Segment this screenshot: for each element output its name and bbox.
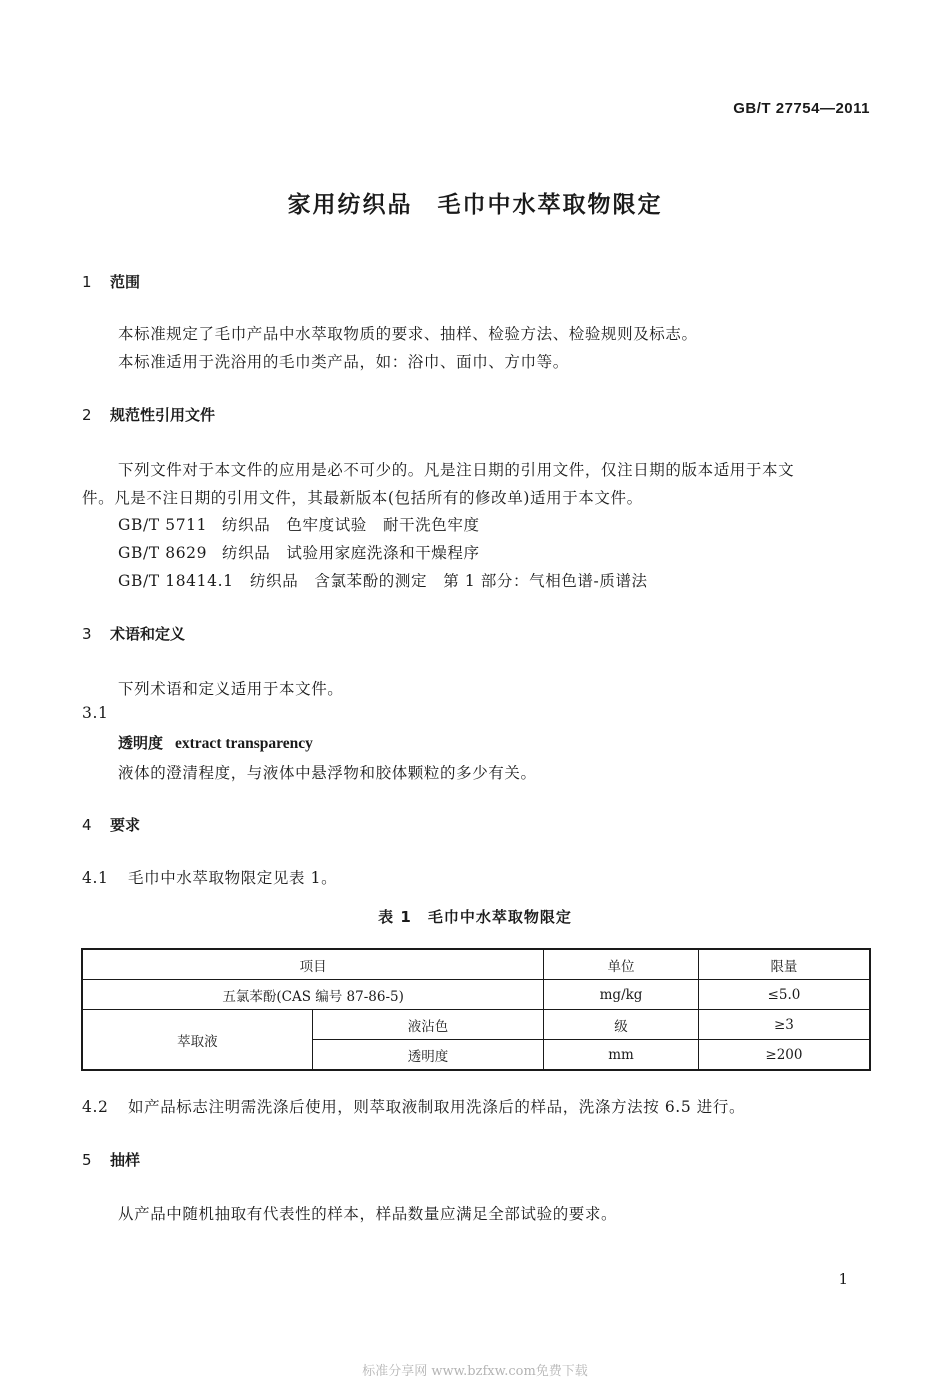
cell-item: 五氯苯酚(CAS 编号 87-86-5) <box>82 980 544 1010</box>
section-1-paragraph-2: 本标准适用于洗浴用的毛巾类产品，如：浴巾、面巾、方巾等。 <box>118 353 569 371</box>
cell-unit: 级 <box>544 1010 699 1040</box>
section-number: 3 <box>82 625 92 643</box>
header-limit: 限量 <box>698 949 870 980</box>
header-unit: 单位 <box>544 949 699 980</box>
term-name-en: extract transparency <box>175 735 313 752</box>
term-number: 3.1 <box>82 704 109 722</box>
page-number: 1 <box>838 1270 848 1288</box>
reference-code: GB/T 5711 <box>118 516 208 534</box>
table-row <box>82 1010 870 1040</box>
section-1-heading <box>82 271 140 292</box>
table-row <box>82 980 870 1010</box>
clause-number: 4.2 <box>82 1098 109 1116</box>
reference-item <box>118 513 480 535</box>
section-5-paragraph: 从产品中随机抽取有代表性的样本，样品数量应满足全部试验的要求。 <box>118 1205 618 1223</box>
reference-item <box>118 569 648 591</box>
section-2-intro-line-1: 下列文件对于本文件的应用是必不可少的。凡是注日期的引用文件，仅注日期的版本适用于本文 <box>118 461 795 479</box>
cell-item: 液沾色 <box>312 1010 543 1040</box>
reference-title: 纺织品 试验用家庭洗涤和干燥程序 <box>222 544 480 562</box>
section-2-intro-line-2: 件。凡是不注日期的引用文件，其最新版本(包括所有的修改单)适用于本文件。 <box>82 489 643 507</box>
section-1-paragraph-1: 本标准规定了毛巾产品中水萃取物质的要求、抽样、检验方法、检验规则及标志。 <box>118 325 698 343</box>
section-3-heading <box>82 623 185 644</box>
section-title: 范围 <box>110 273 141 291</box>
reference-title: 纺织品 含氯苯酚的测定 第 1 部分：气相色谱-质谱法 <box>250 572 648 590</box>
cell-unit: mg/kg <box>544 980 699 1010</box>
clause-4-2 <box>82 1095 745 1117</box>
section-number: 5 <box>82 1151 92 1169</box>
section-3-intro: 下列术语和定义适用于本文件。 <box>118 680 344 698</box>
table-header-row <box>82 949 870 980</box>
standard-code: GB/T 27754—2011 <box>733 100 870 117</box>
section-5-heading <box>82 1149 140 1170</box>
document-title: 家用纺织品 毛巾中水萃取物限定 <box>287 192 663 218</box>
cell-limit: ≥200 <box>698 1040 870 1071</box>
cell-limit: ≥3 <box>698 1010 870 1040</box>
cell-limit: ≤5.0 <box>698 980 870 1010</box>
section-2-heading <box>82 404 215 425</box>
reference-item <box>118 541 480 563</box>
term-definition: 液体的澄清程度，与液体中悬浮物和胶体颗粒的多少有关。 <box>118 764 537 782</box>
clause-4-1 <box>82 866 337 888</box>
section-number: 1 <box>82 273 92 291</box>
watermark: 标准分享网 www.bzfxw.com免费下载 <box>362 1364 588 1379</box>
section-title: 规范性引用文件 <box>110 406 216 424</box>
clause-text: 毛巾中水萃取物限定见表 1。 <box>128 869 338 887</box>
term-name <box>118 732 313 753</box>
section-title: 抽样 <box>110 1151 141 1169</box>
cell-unit: mm <box>544 1040 699 1071</box>
cell-item: 透明度 <box>312 1040 543 1071</box>
clause-text: 如产品标志注明需洗涤后使用，则萃取液制取用洗涤后的样品，洗涤方法按 6.5 进行。 <box>128 1098 746 1116</box>
term-name-cn: 透明度 <box>118 734 164 752</box>
cell-group: 萃取液 <box>82 1010 312 1071</box>
section-number: 2 <box>82 406 92 424</box>
table-caption: 表 1 毛巾中水萃取物限定 <box>378 908 572 926</box>
section-title: 要求 <box>110 816 141 834</box>
reference-title: 纺织品 色牢度试验 耐干洗色牢度 <box>222 516 480 534</box>
section-title: 术语和定义 <box>110 625 186 643</box>
reference-code: GB/T 18414.1 <box>118 572 234 590</box>
header-item: 项目 <box>82 949 544 980</box>
reference-code: GB/T 8629 <box>118 544 208 562</box>
section-number: 4 <box>82 816 92 834</box>
limits-table <box>81 948 871 1071</box>
clause-number: 4.1 <box>82 869 109 887</box>
section-4-heading <box>82 814 140 835</box>
